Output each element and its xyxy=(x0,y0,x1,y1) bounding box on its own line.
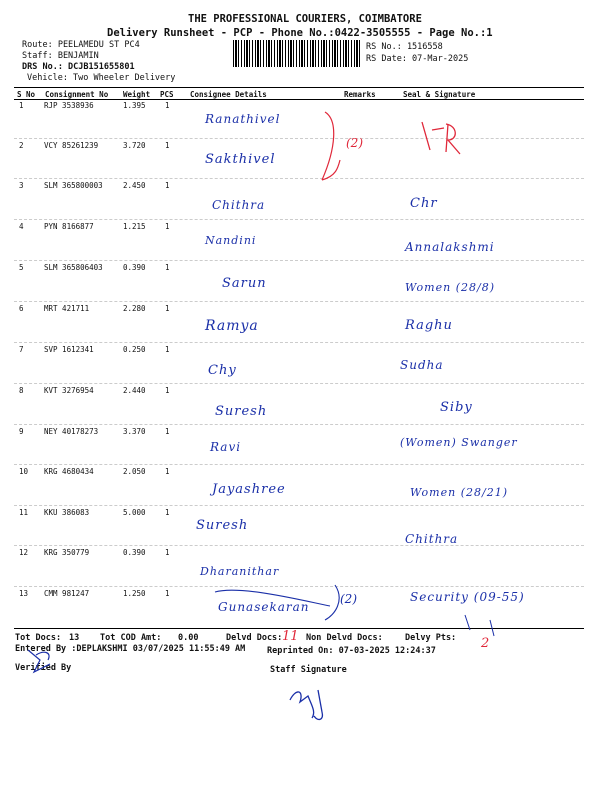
seal-signature-handwriting: Chr xyxy=(410,196,438,211)
row-consignment-no: SLM 365800003 xyxy=(44,181,103,190)
remarks-mark: (2) xyxy=(340,592,357,606)
row-sno: 2 xyxy=(19,141,24,150)
row-sno: 3 xyxy=(19,181,24,190)
consignee-handwriting: Sarun xyxy=(222,276,267,291)
staff-signature-label: Staff Signature xyxy=(270,665,347,675)
entered-by: Entered By :DEPLAKSHMI 03/07/2025 11:55:49 AM xyxy=(15,644,246,654)
row-consignment-no: SLM 365806403 xyxy=(44,263,103,272)
row-weight: 0.390 xyxy=(123,263,146,272)
consignee-handwriting: Nandini xyxy=(205,234,257,247)
vehicle-label: Vehicle: Two Wheeler Delivery xyxy=(27,73,176,83)
consignee-handwriting: Sakthivel xyxy=(205,152,276,167)
consignee-handwriting: Suresh xyxy=(196,518,249,533)
seal-signature-handwriting: Chithra xyxy=(405,532,459,546)
row-sno: 8 xyxy=(19,386,24,395)
verified-signature xyxy=(28,650,50,672)
row-pcs: 1 xyxy=(165,427,170,436)
row-consignment-no: KRG 350779 xyxy=(44,548,90,557)
row-weight: 3.720 xyxy=(123,141,146,150)
seal-signature-handwriting: Annalakshmi xyxy=(405,240,495,254)
delvd-docs-handwritten: 11 xyxy=(282,629,299,644)
seal-signature-handwriting: Women (28/8) xyxy=(405,281,495,294)
row-weight: 1.395 xyxy=(123,101,146,110)
row-pcs: 1 xyxy=(165,345,170,354)
staff-label: Staff: BENJAMIN xyxy=(22,51,99,61)
col-remarks: Remarks xyxy=(344,90,376,99)
consignee-handwriting: Chithra xyxy=(212,198,266,212)
hr-signature xyxy=(422,122,460,154)
row-weight: 2.450 xyxy=(123,181,146,190)
remarks-bracket xyxy=(322,112,340,180)
consignee-handwriting: Ramya xyxy=(205,318,259,334)
row-pcs: 1 xyxy=(165,467,170,476)
consignee-handwriting: Dharanithar xyxy=(200,565,280,578)
seal-signature-handwriting: Sudha xyxy=(400,358,444,372)
consignee-handwriting: Suresh xyxy=(215,404,268,419)
row-consignment-no: RJP 3538936 xyxy=(44,101,94,110)
reprinted-on: Reprinted On: 07-03-2025 12:24:37 xyxy=(267,646,436,656)
security-strokes xyxy=(465,615,494,636)
row-consignment-no: NEY 40178273 xyxy=(44,427,99,436)
col-consignment: Consignment No xyxy=(45,90,109,99)
row-sno: 4 xyxy=(19,222,24,231)
seal-signature-handwriting: Women (28/21) xyxy=(410,486,508,499)
row-pcs: 1 xyxy=(165,386,170,395)
row-weight: 1.250 xyxy=(123,589,146,598)
rs-date: RS Date: 07-Mar-2025 xyxy=(366,54,469,64)
row-consignment-no: PYN 8166877 xyxy=(44,222,94,231)
col-pcs: PCS xyxy=(160,90,174,99)
row-sno: 7 xyxy=(19,345,24,354)
delvy-pts-handwritten: 2 xyxy=(481,636,490,651)
row-weight: 2.280 xyxy=(123,304,146,313)
row-consignment-no: CMM 981247 xyxy=(44,589,90,598)
col-consignee: Consignee Details xyxy=(190,90,267,99)
row-weight: 0.390 xyxy=(123,548,146,557)
tot-docs-value: 13 xyxy=(69,633,80,643)
row-weight: 2.050 xyxy=(123,467,146,476)
row-consignment-no: SVP 1612341 xyxy=(44,345,94,354)
seal-signature-handwriting: (Women) Swanger xyxy=(400,436,518,449)
bracket-13 xyxy=(215,585,339,620)
row-sno: 1 xyxy=(19,101,24,110)
seal-signature-handwriting: Siby xyxy=(440,400,473,415)
row-weight: 0.250 xyxy=(123,345,146,354)
consignee-handwriting: Ravi xyxy=(210,440,242,454)
seal-signature-handwriting: Raghu xyxy=(405,318,453,333)
tot-docs-label: Tot Docs: xyxy=(15,633,62,643)
row-pcs: 1 xyxy=(165,181,170,190)
row-pcs: 1 xyxy=(165,548,170,557)
tot-cod-value: 0.00 xyxy=(178,633,199,643)
row-sno: 12 xyxy=(19,548,29,557)
tot-cod-label: Tot COD Amt: xyxy=(100,633,162,643)
route-label: Route: PEELAMEDU ST PC4 xyxy=(22,40,140,50)
col-weight: Weight xyxy=(123,90,151,99)
col-sno: S No xyxy=(17,90,36,99)
row-sno: 9 xyxy=(19,427,24,436)
row-consignment-no: MRT 421711 xyxy=(44,304,90,313)
row-pcs: 1 xyxy=(165,141,170,150)
row-consignment-no: KKU 386083 xyxy=(44,508,90,517)
row-consignment-no: VCY 85261239 xyxy=(44,141,99,150)
row-consignment-no: KRG 4680434 xyxy=(44,467,94,476)
row-pcs: 1 xyxy=(165,101,170,110)
consignee-handwriting: Jayashree xyxy=(212,482,286,497)
row-weight: 2.440 xyxy=(123,386,146,395)
verified-by-label: Verified By xyxy=(15,663,72,673)
row-consignment-no: KVT 3276954 xyxy=(44,386,94,395)
row-sno: 5 xyxy=(19,263,24,272)
row-pcs: 1 xyxy=(165,263,170,272)
row-pcs: 1 xyxy=(165,222,170,231)
delvd-docs-label: Delvd Docs: xyxy=(226,633,283,643)
non-delvd-label: Non Delvd Docs: xyxy=(306,633,383,643)
seal-signature-handwriting: Security (09-55) xyxy=(410,590,525,604)
consignee-handwriting: Gunasekaran xyxy=(218,600,310,614)
row-sno: 6 xyxy=(19,304,24,313)
runsheet-subtitle: Delivery Runsheet - PCP - Phone No.:0422-3505555 - Page No.:1 xyxy=(107,27,493,39)
row-weight: 3.370 xyxy=(123,427,146,436)
row-weight: 5.000 xyxy=(123,508,146,517)
row-sno: 13 xyxy=(19,589,29,598)
rs-number: RS No.: 1516558 xyxy=(366,42,443,52)
consignee-handwriting: Ranathivel xyxy=(205,112,281,126)
staff-signature xyxy=(290,690,322,719)
remarks-mark: (2) xyxy=(346,136,363,150)
drs-number: DRS No.: DCJB151655801 xyxy=(22,62,135,72)
col-seal-signature: Seal & Signature xyxy=(403,90,476,99)
row-sno: 11 xyxy=(19,508,29,517)
row-weight: 1.215 xyxy=(123,222,146,231)
row-pcs: 1 xyxy=(165,508,170,517)
consignee-handwriting: Chy xyxy=(208,363,237,378)
company-name: THE PROFESSIONAL COURIERS, COIMBATORE xyxy=(188,13,422,25)
row-pcs: 1 xyxy=(165,589,170,598)
row-pcs: 1 xyxy=(165,304,170,313)
row-sno: 10 xyxy=(19,467,29,476)
delvy-pts-label: Delvy Pts: xyxy=(405,633,457,643)
